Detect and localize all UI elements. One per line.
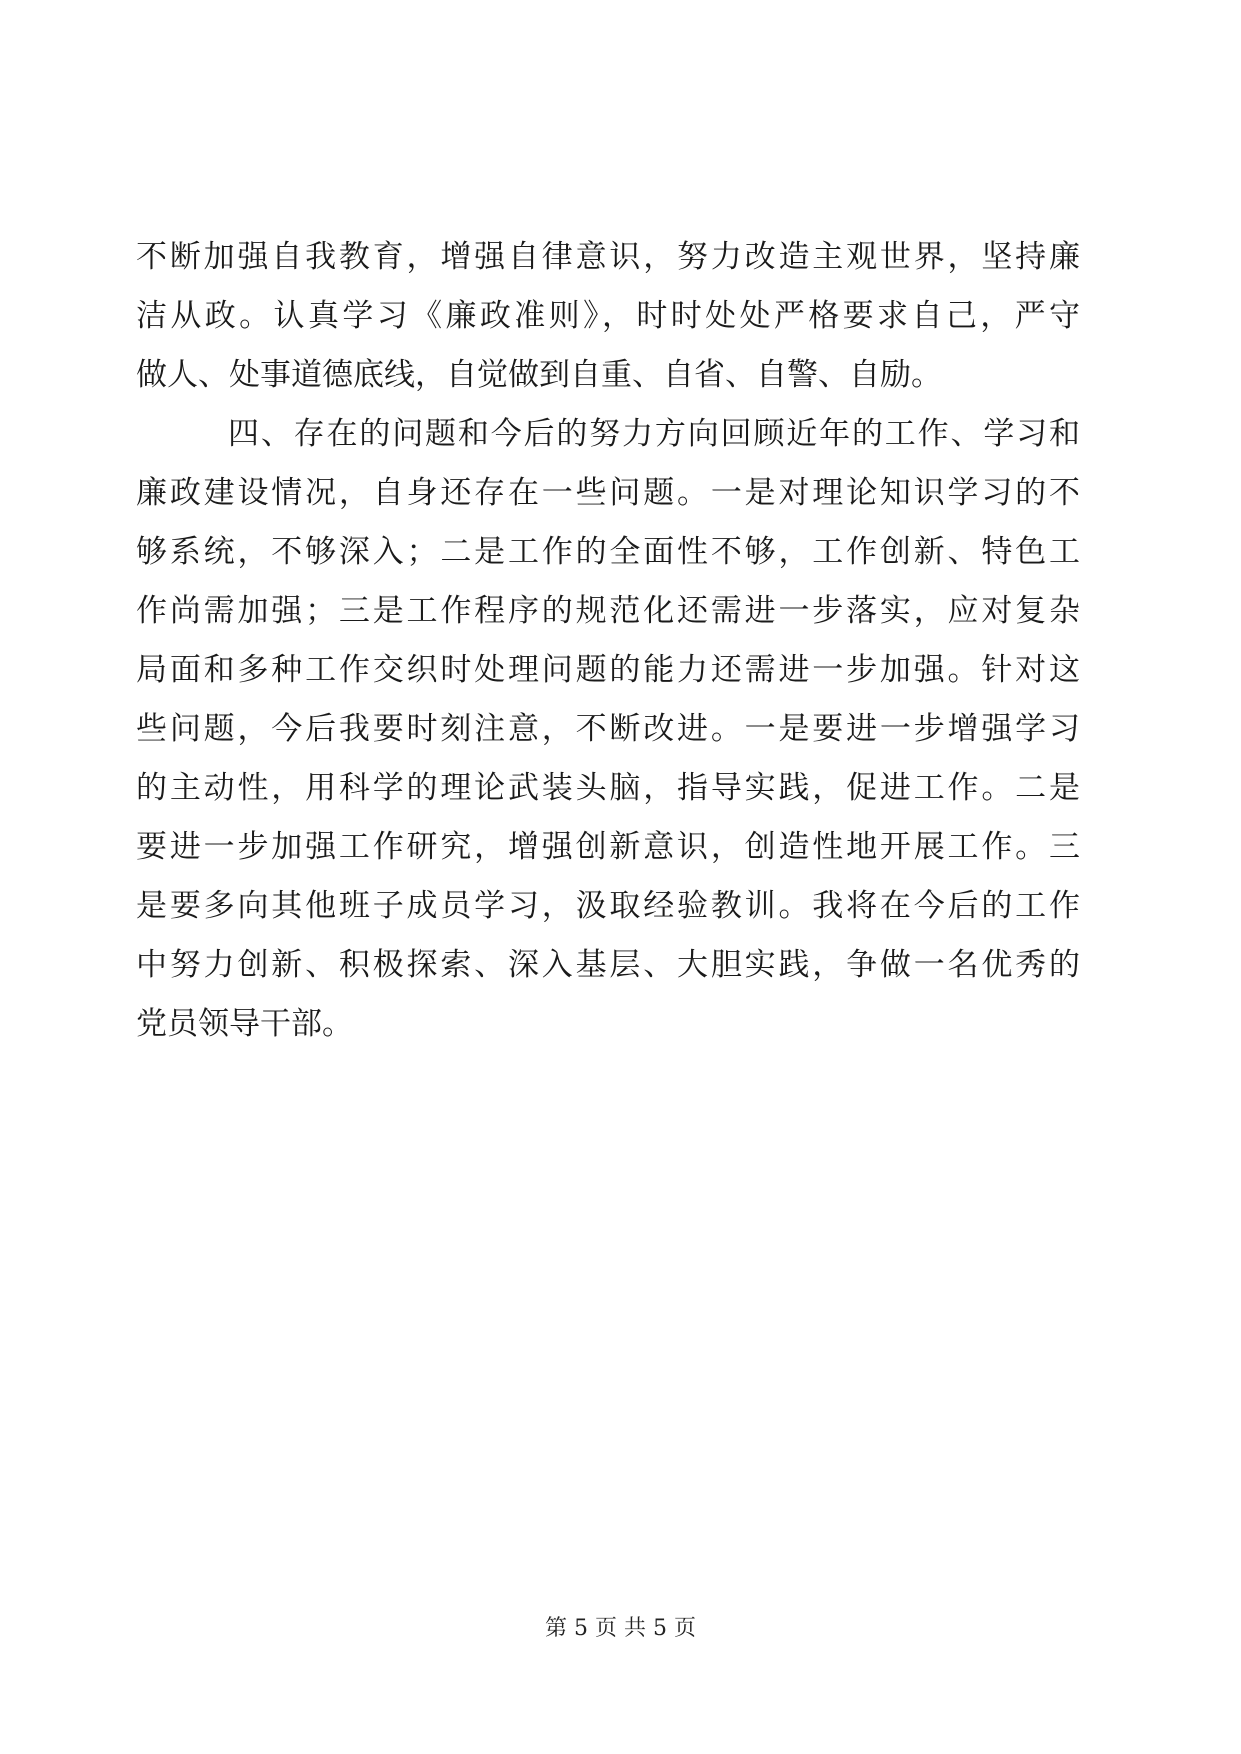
- paragraph-2: [136, 405, 1080, 1054]
- paragraph-line: 作尚需加强；三是工作程序的规范化还需进一步落实，应对复杂: [136, 593, 1080, 629]
- paragraph-line: 要进一步加强工作研究，增强创新意识，创造性地开展工作。三: [136, 829, 1080, 865]
- paragraph-line: 够系统，不够深入；二是工作的全面性不够，工作创新、特色工: [136, 534, 1080, 570]
- paragraph-line: 四、存在的问题和今后的努力方向回顾近年的工作、学习和: [228, 416, 1080, 452]
- paragraph-line: 洁从政。认真学习《廉政准则》，时时处处严格要求自己，严守: [136, 298, 1080, 334]
- paragraph-line: 是要多向其他班子成员学习，汲取经验教训。我将在今后的工作: [136, 888, 1080, 924]
- paragraph-line: 的主动性，用科学的理论武装头脑，指导实践，促进工作。二是: [136, 770, 1080, 806]
- paragraph-line: 党员领导干部。: [136, 1006, 353, 1042]
- paragraph-line: 局面和多种工作交织时处理问题的能力还需进一步加强。针对这: [136, 652, 1080, 688]
- paragraph-line: 廉政建设情况，自身还存在一些问题。一是对理论知识学习的不: [136, 475, 1080, 511]
- paragraph-1: [136, 228, 1080, 405]
- body-text: [136, 228, 1080, 1054]
- page-number-footer: 第 5 页 共 5 页: [545, 1616, 696, 1641]
- paragraph-line: 些问题，今后我要时刻注意，不断改进。一是要进一步增强学习: [136, 711, 1080, 747]
- paragraph-line: 做人、处事道德底线，自觉做到自重、自省、自警、自励。: [136, 357, 942, 393]
- paragraph-line: 中努力创新、积极探索、深入基层、大胆实践，争做一名优秀的: [136, 947, 1080, 983]
- paragraph-line: 不断加强自我教育，增强自律意识，努力改造主观世界，坚持廉: [136, 239, 1080, 275]
